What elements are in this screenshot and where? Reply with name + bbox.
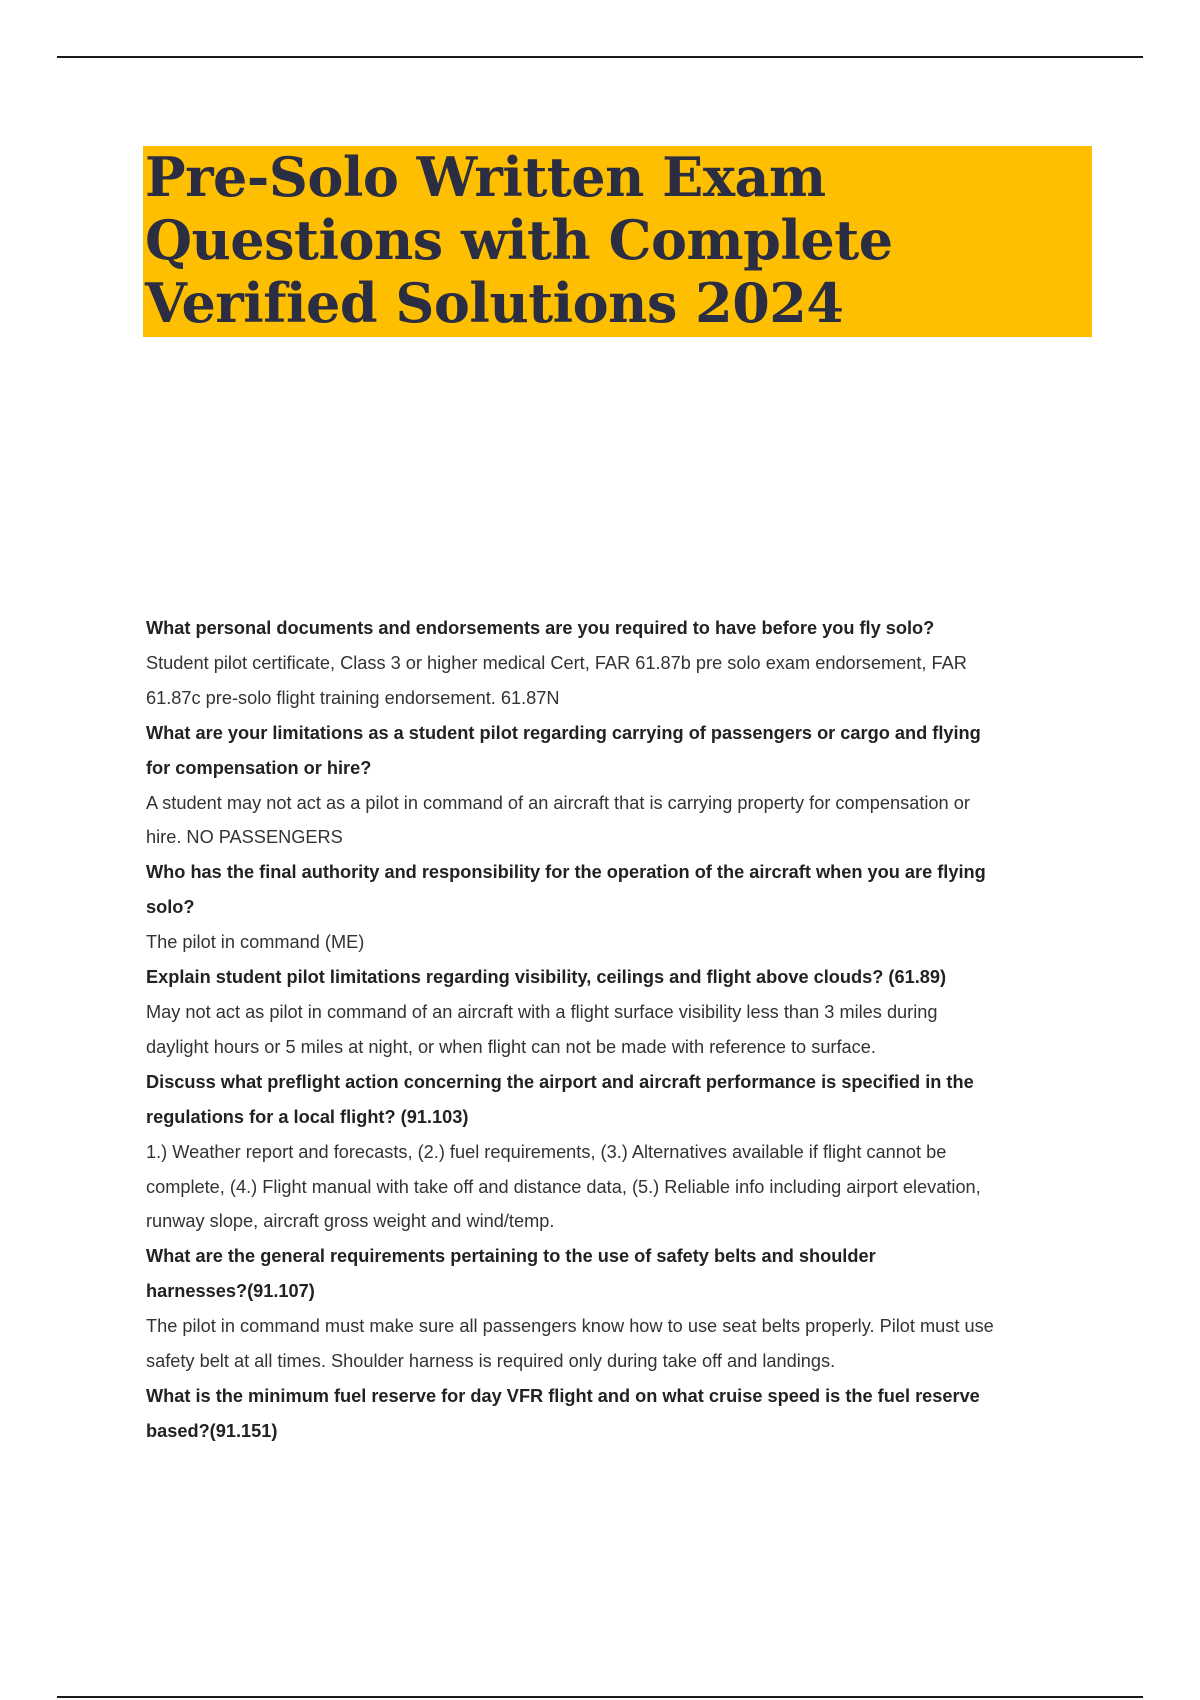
question-line: Discuss what preflight action concerning the airport and aircraft performance is specified in the (146, 1071, 974, 1092)
question-line: What personal documents and endorsements are you required to have before you fly solo? (146, 618, 935, 638)
qa-item (146, 1379, 1096, 1449)
question-line: What are the general requirements pertaining to the use of safety belts and shoulder (146, 1246, 876, 1267)
answer-text (146, 646, 1096, 716)
qa-item (146, 1065, 1096, 1240)
qa-item (146, 611, 1096, 716)
title-line: Verified Solutions 2024 (145, 271, 844, 335)
title-line: Questions with Complete (145, 208, 893, 272)
answer-line: The pilot in command must make sure all passengers know how to use seat belts properly. Pilot must use (146, 1316, 994, 1337)
answer-line: Student pilot certificate, Class 3 or higher medical Cert, FAR 61.87b pre solo exam endorsement, FAR (146, 652, 967, 673)
question-text (146, 960, 1096, 995)
answer-line: 1.) Weather report and forecasts, (2.) fuel requirements, (3.) Alternatives available if flight cannot be (146, 1141, 947, 1162)
question-line: Who has the final authority and responsibility for the operation of the aircraft when you are flying (146, 862, 986, 883)
qa-item (146, 1239, 1096, 1379)
question-line: What are your limitations as a student pilot regarding carrying of passengers or cargo and flying (146, 722, 981, 743)
answer-line: A student may not act as a pilot in command of an aircraft that is carrying property for compensation or (146, 792, 970, 813)
qa-item (146, 855, 1096, 960)
question-line: harnesses?(91.107) (146, 1281, 315, 1302)
qa-item (146, 716, 1096, 856)
question-line: Explain student pilot limitations regarding visibility, ceilings and flight above clouds? (61.89) (146, 967, 947, 988)
qa-item (146, 960, 1096, 1065)
question-line: regulations for a local flight? (91.103) (146, 1106, 469, 1127)
answer-text (146, 925, 1096, 960)
title-banner (143, 146, 1092, 337)
bottom-rule (57, 1696, 1143, 1698)
answer-line: safety belt at all times. Shoulder harness is required only during take off and landings. (146, 1351, 836, 1372)
answer-line: hire. NO PASSENGERS (146, 827, 343, 848)
document-title (145, 146, 1092, 335)
question-text (146, 1065, 1096, 1135)
question-line: based?(91.151) (146, 1420, 278, 1441)
question-text (146, 1379, 1096, 1449)
answer-line: 61.87c pre-solo flight training endorsement. 61.87N (146, 687, 560, 708)
question-answer-list (146, 611, 1096, 1449)
question-text (146, 716, 1096, 786)
question-line: What is the minimum fuel reserve for day VFR flight and on what cruise speed is the fuel reserve (146, 1385, 980, 1406)
answer-text (146, 786, 1096, 856)
answer-line: runway slope, aircraft gross weight and wind/temp. (146, 1211, 555, 1232)
question-text (146, 855, 1096, 925)
question-line: solo? (146, 897, 195, 918)
answer-text (146, 1135, 1096, 1240)
answer-line: The pilot in command (ME) (146, 932, 365, 953)
title-line: Pre-Solo Written Exam (145, 145, 826, 209)
answer-text (146, 1309, 1096, 1379)
top-rule (57, 56, 1143, 58)
question-line: for compensation or hire? (146, 757, 372, 778)
answer-line: daylight hours or 5 miles at night, or when flight can not be made with reference to surface. (146, 1036, 876, 1057)
question-text (146, 1239, 1096, 1309)
answer-line: complete, (4.) Flight manual with take off and distance data, (5.) Reliable info including airport elevation, (146, 1176, 981, 1197)
answer-line: May not act as pilot in command of an aircraft with a flight surface visibility less than 3 miles during (146, 1001, 938, 1022)
question-text (146, 611, 1096, 646)
answer-text (146, 995, 1096, 1065)
